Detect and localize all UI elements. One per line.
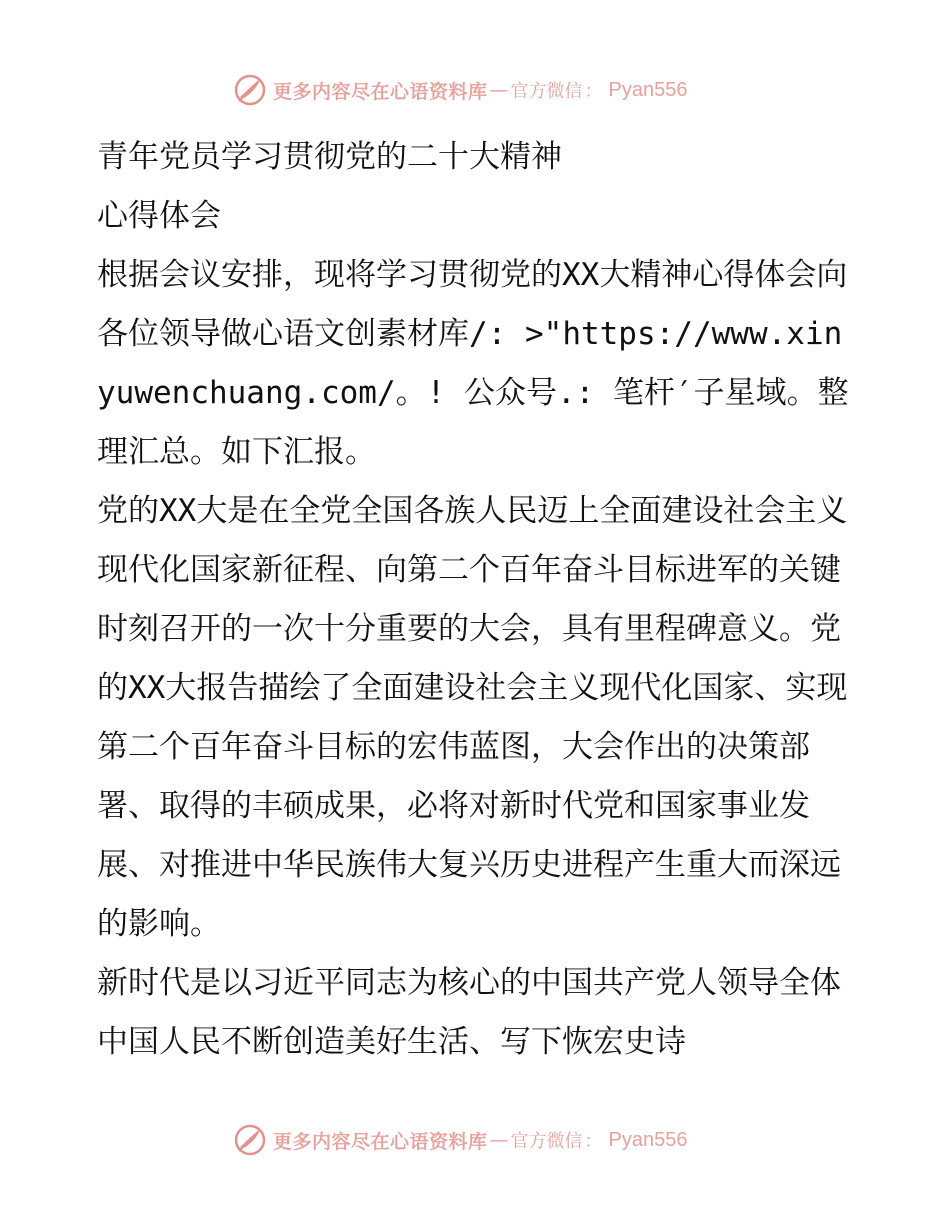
watermark-official-label: 官方微信: [510, 1131, 583, 1152]
watermark-colon: ：: [584, 1131, 603, 1152]
watermark-wechat-id: Pyan556: [608, 1128, 688, 1151]
document-body: [97, 128, 857, 1072]
watermark-official-label: 官方微信: [510, 81, 583, 102]
paragraph-1: 根据会议安排，现将学习贯彻党的XX大精神心得体会向各位领导做心语文创素材库/: >"https://www.xinyuwenchuang.com/。! 公众号.: 笔杆′子星域。整理汇总。如下汇报。: [97, 257, 849, 470]
header-watermark: [233, 72, 687, 108]
watermark-main-text: 更多内容尽在心语资料库: [273, 80, 488, 103]
paragraph-3: 新时代是以习近平同志为核心的中国共产党人领导全体中国人民不断创造美好生活、写下恢宏史诗: [97, 965, 841, 1060]
watermark-separator: —: [489, 79, 509, 101]
watermark-wechat-id: Pyan556: [608, 78, 688, 101]
watermark-colon: ：: [584, 81, 603, 102]
paragraph-2: 党的XX大是在全党全国各族人民迈上全面建设社会主义现代化国家新征程、向第二个百年奋斗目标进军的关键时刻召开的一次十分重要的大会，具有里程碑意义。党的XX大报告描绘了全面建设社会主义现代化国家、实现第二个百年奋斗目标的宏伟蓝图，大会作出的决策部署、取得的丰硕成果，必将对新时代党和国家事业发展、对推进中华民族伟大复兴历史进程产生重大而深远的影响。: [97, 493, 848, 942]
quill-pen-logo-icon: [233, 73, 267, 107]
watermark-separator: —: [489, 1129, 509, 1151]
quill-pen-logo-icon: [233, 1123, 267, 1157]
footer-watermark: [233, 1122, 687, 1158]
document-title-line1: 青年党员学习贯彻党的二十大精神: [97, 139, 562, 175]
watermark-main-text: 更多内容尽在心语资料库: [273, 1130, 488, 1153]
document-title-line2: 心得体会: [97, 198, 221, 234]
